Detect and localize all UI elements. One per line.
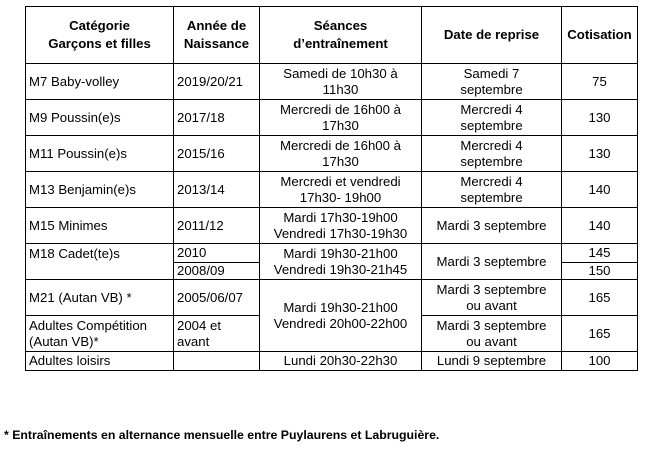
fee-cell: 150: [562, 263, 638, 280]
category-cell: M15 Minimes: [26, 208, 174, 244]
category-cell: M13 Benjamin(e)s: [26, 172, 174, 208]
sessions-cell: Mercredi de 16h00 à 17h30: [260, 100, 422, 136]
table-row: [26, 280, 638, 316]
birth-year-cell: 2019/20/21: [174, 64, 260, 100]
table-row: [26, 172, 638, 208]
sessions-cell: Mardi 19h30-21h00 Vendredi 20h00-22h00: [260, 280, 422, 352]
restart-date-cell: Mercredi 4 septembre: [422, 136, 562, 172]
fee-cell: 130: [562, 136, 638, 172]
table-row: [26, 100, 638, 136]
birth-year-cell: [174, 352, 260, 371]
fee-cell: 165: [562, 280, 638, 316]
fee-cell: 140: [562, 208, 638, 244]
category-cell: M21 (Autan VB) *: [26, 280, 174, 316]
restart-date-cell: Mercredi 4 septembre: [422, 172, 562, 208]
birth-year-cell: 2011/12: [174, 208, 260, 244]
category-cell: M9 Poussin(e)s: [26, 100, 174, 136]
fee-cell: 140: [562, 172, 638, 208]
category-cell: M7 Baby-volley: [26, 64, 174, 100]
birth-year-cell: 2013/14: [174, 172, 260, 208]
category-cell: Adultes Compétition (Autan VB)*: [26, 316, 174, 352]
table-row: [26, 244, 638, 263]
footnote: * Entraînements en alternance mensuelle entre Puylaurens et Labruguière.: [4, 428, 440, 442]
birth-year-cell: 2005/06/07: [174, 280, 260, 316]
restart-date-cell: Mardi 3 septembre: [422, 244, 562, 280]
category-cell: M18 Cadet(te)s: [26, 244, 174, 280]
sessions-cell: Lundi 20h30-22h30: [260, 352, 422, 371]
table-row: [26, 136, 638, 172]
fee-cell: 145: [562, 244, 638, 263]
training-schedule-table: [25, 6, 638, 371]
restart-date-cell: Mardi 3 septembre ou avant: [422, 280, 562, 316]
birth-year-cell: 2017/18: [174, 100, 260, 136]
header-category: Catégorie Garçons et filles: [26, 7, 174, 64]
sessions-cell: Mardi 17h30-19h00 Vendredi 17h30-19h30: [260, 208, 422, 244]
sessions-cell: Mercredi de 16h00 à 17h30: [260, 136, 422, 172]
header-birth-year: Année de Naissance: [174, 7, 260, 64]
birth-year-cell: 2008/09: [174, 263, 260, 280]
birth-year-cell: 2010: [174, 244, 260, 263]
birth-year-cell: 2004 et avant: [174, 316, 260, 352]
restart-date-cell: Mercredi 4 septembre: [422, 100, 562, 136]
category-cell: Adultes loisirs: [26, 352, 174, 371]
header-sessions: Séances d’entraînement: [260, 7, 422, 64]
header-fee: Cotisation: [562, 7, 638, 64]
sessions-cell: Mardi 19h30-21h00 Vendredi 19h30-21h45: [260, 244, 422, 280]
category-cell: M11 Poussin(e)s: [26, 136, 174, 172]
restart-date-cell: Lundi 9 septembre: [422, 352, 562, 371]
table-row: [26, 208, 638, 244]
fee-cell: 75: [562, 64, 638, 100]
sessions-cell: Samedi de 10h30 à 11h30: [260, 64, 422, 100]
restart-date-cell: Mardi 3 septembre ou avant: [422, 316, 562, 352]
birth-year-cell: 2015/16: [174, 136, 260, 172]
table-row: [26, 352, 638, 371]
restart-date-cell: Samedi 7 septembre: [422, 64, 562, 100]
restart-date-cell: Mardi 3 septembre: [422, 208, 562, 244]
fee-cell: 100: [562, 352, 638, 371]
table-row: [26, 64, 638, 100]
sessions-cell: Mercredi et vendredi 17h30- 19h00: [260, 172, 422, 208]
fee-cell: 165: [562, 316, 638, 352]
fee-cell: 130: [562, 100, 638, 136]
header-row: [26, 7, 638, 64]
header-restart-date: Date de reprise: [422, 7, 562, 64]
